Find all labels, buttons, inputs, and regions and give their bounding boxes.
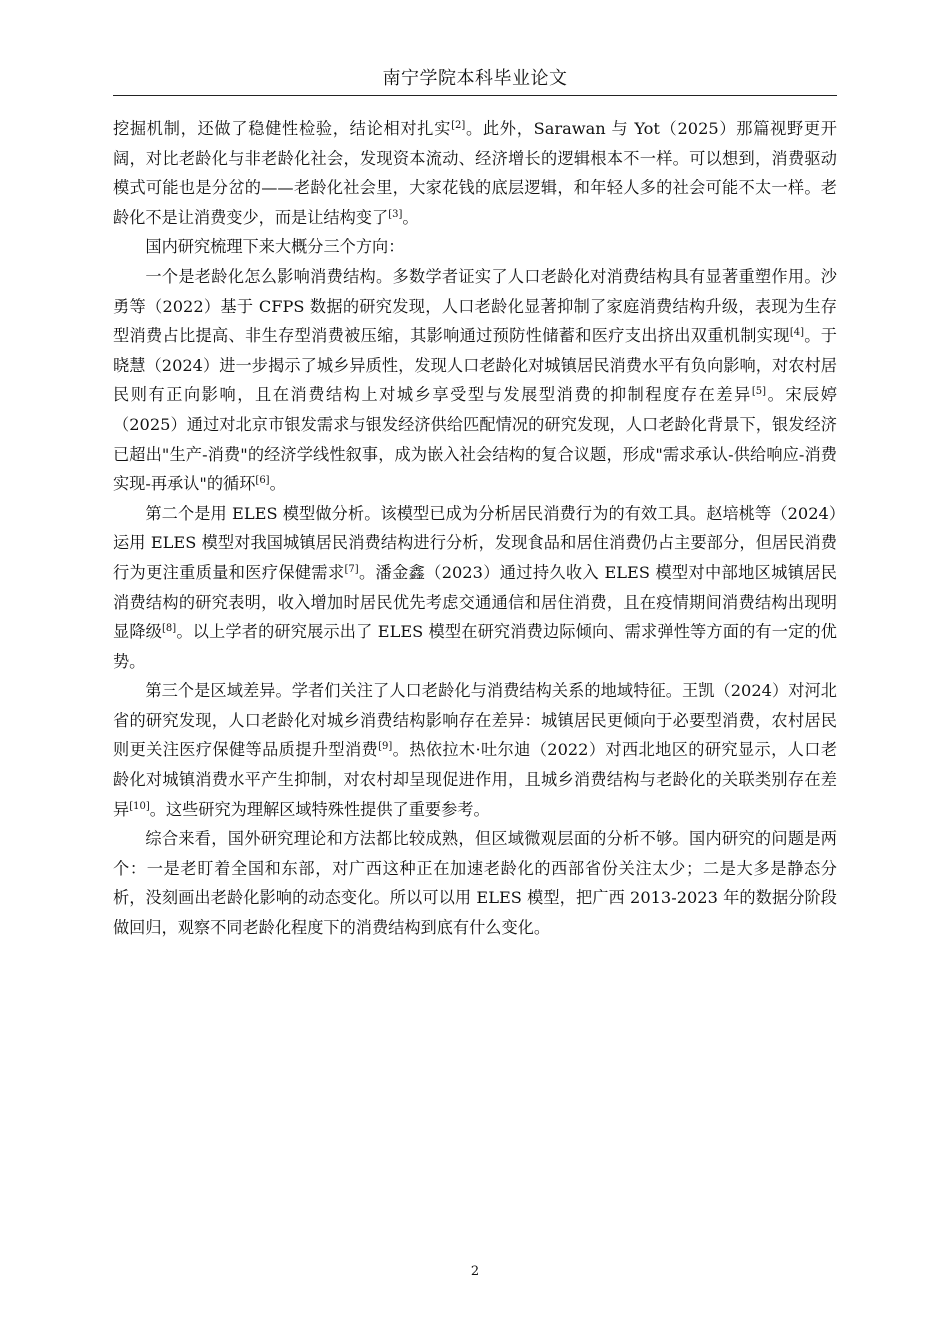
citation-marker: [3] xyxy=(388,208,403,220)
text-run: 第三个是区域差异。学者们关注了人口老龄化与消费结构关系的地域特征。王凯（2024）对河北省的研究发现，人口老龄化对城乡消费结构影响存在差异：城镇居民更倾向于必要型消费，农村居民则更关注医疗保健等品质提升型消费 xyxy=(113,681,837,760)
paragraph xyxy=(113,499,837,677)
citation-marker: [10] xyxy=(129,800,150,812)
text-run: 。 xyxy=(269,474,286,494)
text-run: 第二个是用 ELES 模型做分析。该模型已成为分析居民消费行为的有效工具。赵培桃等（2024）运用 ELES 模型对我国城镇居民消费结构进行分析，发现食品和居住消费仍占主要部分，但居民消费行为更注重质量和医疗保健需求 xyxy=(113,503,837,582)
citation-marker: [6] xyxy=(255,475,270,487)
page-header-title: 南宁学院本科毕业论文 xyxy=(382,68,568,89)
text-run: 。潘金鑫（2023）通过持久收入 ELES 模型对中部地区城镇居民消费结构的研究表明，收入增加时居民优先考虑交通通信和居住消费，且在疫情期间消费结构出现明显降级 xyxy=(113,562,837,642)
citation-marker: [9] xyxy=(378,741,393,753)
text-run: 。以上学者的研究展示出了 ELES 模型在研究消费边际倾向、需求弹性等方面的有一定的优势。 xyxy=(113,622,837,671)
paragraph xyxy=(113,232,837,262)
citation-marker: [4] xyxy=(789,327,804,339)
citation-marker: [8] xyxy=(162,623,177,635)
text-run: 。热依拉木·吐尔迪（2022）对西北地区的研究显示，人口老龄化对城镇消费水平产生抑制，对农村却呈现促进作用，且城乡消费结构与老龄化的关联类别存在差异 xyxy=(113,740,838,819)
citation-marker: [5] xyxy=(751,386,767,398)
header-divider xyxy=(113,95,837,96)
text-run: 一个是老龄化怎么影响消费结构。多数学者证实了人口老龄化对消费结构具有显著重塑作用。沙勇等（2022）基于 CFPS 数据的研究发现，人口老龄化显著抑制了家庭消费结构升级，表现为生存型消费占比提高、非生存型消费被压缩，其影响通过预防性储蓄和医疗支出挤出双重机制实现 xyxy=(113,266,837,346)
text-run: 。 xyxy=(402,207,419,227)
text-run: 。宋辰婷（2025）通过对北京市银发需求与银发经济供给匹配情况的研究发现，人口老龄化背景下，银发经济已超出"生产-消费"的经济学线性叙事，成为嵌入社会结构的复合议题，形成"需求承认-供给响应-消费实现-再承认"的循环 xyxy=(113,385,837,494)
page-number: 2 xyxy=(470,1264,480,1279)
text-run: 挖掘机制，还做了稳健性检验，结论相对扎实 xyxy=(113,119,452,138)
body-text xyxy=(113,114,837,943)
paragraph xyxy=(113,676,837,824)
text-run: 国内研究梳理下来大概分三个方向： xyxy=(145,237,405,257)
citation-marker: [7] xyxy=(344,563,359,575)
paragraph xyxy=(113,262,837,499)
paragraph xyxy=(113,114,837,232)
text-run: 综合来看，国外研究理论和方法都比较成熟，但区域微观层面的分析不够。国内研究的问题是两个：一是老盯着全国和东部，对广西这种正在加速老龄化的西部省份关注太少；二是大多是静态分析，没刻画出老龄化影响的动态变化。所以可以用 ELES 模型，把广西 2013-2023 年的数据分阶段做回归，观察不同老龄化程度下的消费结构到底有什么变化。 xyxy=(113,829,837,938)
citation-marker: [2] xyxy=(451,120,466,131)
paragraph xyxy=(113,824,837,942)
text-run: 。于晓慧（2024）进一步揭示了城乡异质性，发现人口老龄化对城镇居民消费水平有负向影响，对农村居民则有正向影响，且在消费结构上对城乡享受型与发展型消费的抑制程度存在差异 xyxy=(113,326,837,405)
text-run: 。这些研究为理解区域特殊性提供了重要参考。 xyxy=(149,799,490,819)
text-run: 。此外，Sarawan 与 Yot（2025）那篇视野更开阔，对比老龄化与非老龄化社会，发现资本流动、经济增长的逻辑根本不一样。可以想到，消费驱动模式可能也是分岔的——老龄化社会里，大家花钱的底层逻辑，和年轻人多的社会可能不太一样。老龄化不是让消费变少，而是让结构变了 xyxy=(113,119,837,227)
